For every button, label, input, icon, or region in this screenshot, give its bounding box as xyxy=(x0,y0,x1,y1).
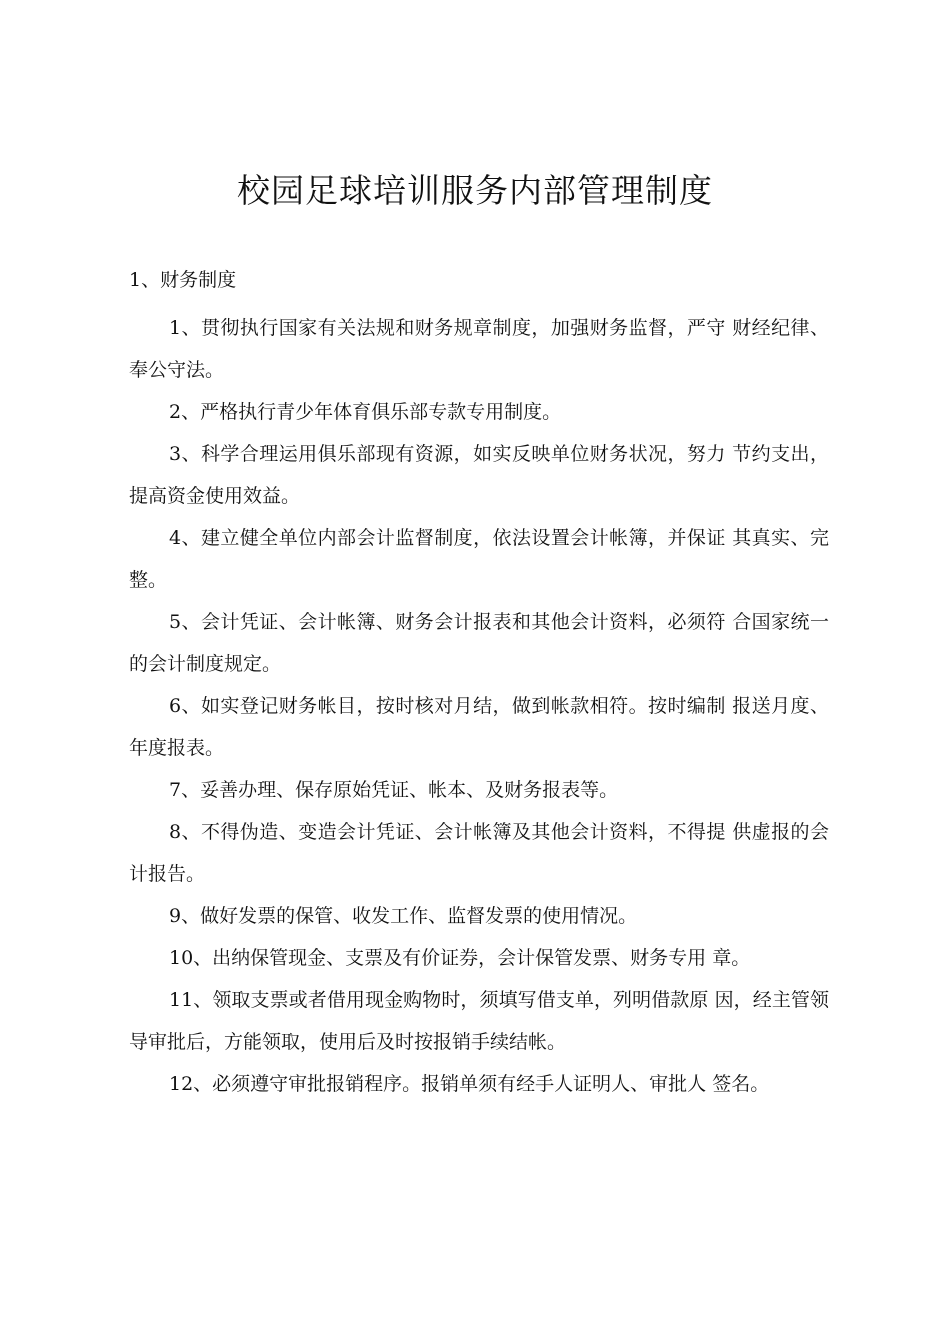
paragraph-10: 10、出纳保管现金、支票及有价证券，会计保管发票、财务专用 章。 xyxy=(169,947,751,969)
document-body xyxy=(129,307,829,1105)
paragraph-8: 8、不得伪造、变造会计凭证、会计帐簿及其他会计资料，不得提 供虚报的会计报告。 xyxy=(129,821,829,885)
paragraph-6: 6、如实登记财务帐目，按时核对月结，做到帐款相符。按时编制 报送月度、年度报表。 xyxy=(129,695,829,759)
document-title: 校园足球培训服务内部管理制度 xyxy=(237,171,713,210)
paragraph-3: 3、科学合理运用俱乐部现有资源，如实反映单位财务状况，努力 节约支出，提高资金使用效益。 xyxy=(129,443,829,507)
section-heading: 1、财务制度 xyxy=(129,269,237,291)
paragraph-9: 9、做好发票的保管、收发工作、监督发票的使用情况。 xyxy=(169,905,638,927)
paragraph-12: 12、必须遵守审批报销程序。报销单须有经手人证明人、审批人 签名。 xyxy=(169,1073,770,1095)
paragraph-7: 7、妥善办理、保存原始凭证、帐本、及财务报表等。 xyxy=(169,779,619,801)
paragraph-11: 11、领取支票或者借用现金购物时，须填写借支单，列明借款原 因，经主管领导审批后，方能领取，使用后及时按报销手续结帐。 xyxy=(129,989,829,1053)
paragraph-1: 1、贯彻执行国家有关法规和财务规章制度，加强财务监督，严守 财经纪律、奉公守法。 xyxy=(129,317,829,381)
paragraph-4: 4、建立健全单位内部会计监督制度，依法设置会计帐簿，并保证 其真实、完整。 xyxy=(129,527,829,591)
paragraph-5: 5、会计凭证、会计帐簿、财务会计报表和其他会计资料，必须符 合国家统一的会计制度规定。 xyxy=(129,611,829,675)
paragraph-2: 2、严格执行青少年体育俱乐部专款专用制度。 xyxy=(169,401,562,423)
